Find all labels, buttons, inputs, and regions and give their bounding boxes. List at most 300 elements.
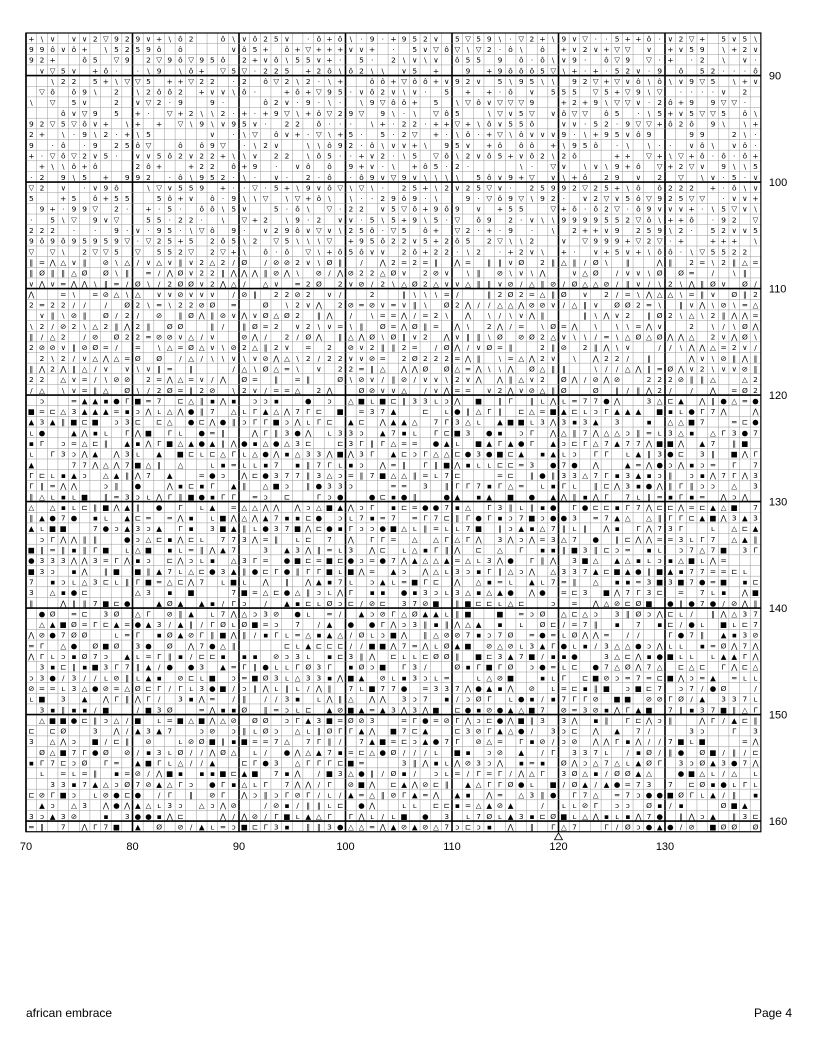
stitch-symbol: ∨ xyxy=(688,140,695,150)
stitch-symbol: = xyxy=(656,492,663,502)
stitch-symbol: ô xyxy=(678,66,684,76)
stitch-symbol: · xyxy=(690,55,693,65)
stitch-symbol: 3 xyxy=(60,779,66,789)
stitch-symbol: ⋀ xyxy=(315,300,322,310)
stitch-symbol: ▪ xyxy=(71,705,77,715)
stitch-symbol: ● xyxy=(581,502,589,512)
stitch-symbol: ‖ xyxy=(359,652,364,662)
stitch-symbol: ɔ xyxy=(519,566,524,576)
stitch-symbol: ▪ xyxy=(231,396,237,406)
stitch-symbol: 2 xyxy=(689,183,694,193)
stitch-symbol: ⋀ xyxy=(198,694,205,704)
stitch-symbol: 3 xyxy=(305,673,311,683)
stitch-symbol: △ xyxy=(678,428,684,438)
stitch-symbol: ‖ xyxy=(29,598,34,608)
stitch-symbol: ⊘ xyxy=(454,630,461,640)
stitch-symbol: = xyxy=(156,577,163,587)
stitch-symbol: ‖ xyxy=(263,343,268,353)
stitch-symbol: 5 xyxy=(82,236,87,246)
stitch-symbol: ʟ xyxy=(317,598,321,608)
stitch-symbol: ∨ xyxy=(454,183,461,193)
stitch-symbol: 2 xyxy=(273,151,279,161)
stitch-symbol: △ xyxy=(188,715,194,725)
stitch-symbol: 9 xyxy=(210,98,215,108)
stitch-symbol: △ xyxy=(124,683,131,693)
stitch-symbol: 3 xyxy=(92,556,98,566)
stitch-symbol: ∨ xyxy=(305,226,311,236)
stitch-symbol: 2 xyxy=(284,289,290,299)
stitch-symbol: / xyxy=(434,343,438,353)
stitch-symbol: 2 xyxy=(614,353,620,363)
stitch-symbol: Ø xyxy=(262,673,269,683)
stitch-symbol: ▽ xyxy=(262,194,269,204)
stitch-symbol: 2 xyxy=(199,151,205,161)
stitch-symbol: ‖ xyxy=(125,694,130,704)
stitch-symbol: Ø xyxy=(198,737,205,747)
stitch-symbol: + xyxy=(92,66,99,76)
stitch-symbol: Γ xyxy=(402,790,407,800)
stitch-symbol: ɔ xyxy=(615,673,620,683)
stitch-symbol: ô xyxy=(423,162,428,172)
stitch-symbol: \ xyxy=(711,364,715,374)
stitch-symbol: ∨ xyxy=(252,353,258,363)
stitch-symbol: ∨ xyxy=(188,268,194,278)
stitch-symbol: ▲ xyxy=(305,715,312,725)
stitch-symbol: 7 xyxy=(369,470,375,480)
stitch-symbol: ▽ xyxy=(592,76,599,86)
stitch-symbol: Ø xyxy=(528,364,535,374)
stitch-symbol: ⊘ xyxy=(337,705,344,715)
stitch-symbol: ▲ xyxy=(710,790,716,800)
stitch-symbol: ⋀ xyxy=(347,449,354,459)
stitch-symbol: \ xyxy=(669,151,672,161)
stitch-symbol: Ø xyxy=(358,630,365,640)
stitch-symbol: Ø xyxy=(741,385,748,395)
stitch-symbol: 3 xyxy=(699,705,705,715)
stitch-symbol: ● xyxy=(486,428,493,438)
stitch-symbol: 7 xyxy=(753,460,758,470)
stitch-symbol: ⊏ xyxy=(326,641,333,651)
stitch-symbol: ‖ xyxy=(231,641,236,651)
stitch-symbol: ô xyxy=(156,44,162,54)
stitch-symbol: 2 xyxy=(210,76,215,86)
stitch-symbol: ▲ xyxy=(379,705,386,715)
stitch-symbol: ‖ xyxy=(455,598,460,608)
stitch-symbol: ∨ xyxy=(348,279,354,289)
stitch-symbol: Ø xyxy=(741,279,748,289)
stitch-symbol: / xyxy=(647,726,651,736)
stitch-symbol: ⋀ xyxy=(688,811,695,821)
stitch-symbol: 5 xyxy=(433,215,439,225)
stitch-symbol: Γ xyxy=(284,790,289,800)
stitch-symbol: 9 xyxy=(199,172,205,182)
stitch-symbol: + xyxy=(731,44,738,54)
stitch-symbol: ʟ xyxy=(689,737,694,747)
stitch-symbol: △ xyxy=(113,353,120,363)
stitch-symbol: ∨ xyxy=(699,162,705,172)
stitch-symbol: 3 xyxy=(39,417,45,427)
stitch-symbol: ▪ xyxy=(667,407,673,417)
stitch-symbol: ⋀ xyxy=(645,439,653,449)
stitch-symbol: ● xyxy=(720,779,727,789)
stitch-symbol: ■ xyxy=(326,566,334,576)
stitch-symbol: · xyxy=(615,119,619,129)
stitch-symbol: ‖ xyxy=(551,289,556,299)
stitch-symbol: △ xyxy=(294,385,301,395)
stitch-symbol: ▲ xyxy=(401,779,407,789)
stitch-symbol: ʟ xyxy=(561,449,566,459)
stitch-symbol: 2 xyxy=(657,172,663,182)
stitch-symbol: ô xyxy=(316,108,322,118)
stitch-symbol: Γ xyxy=(561,481,566,491)
stitch-symbol: = xyxy=(369,556,376,566)
stitch-symbol: ‖ xyxy=(530,470,534,480)
stitch-symbol: ■ xyxy=(144,705,152,715)
stitch-symbol: = xyxy=(741,737,748,747)
stitch-symbol: = xyxy=(230,502,237,512)
stitch-symbol: ⋀ xyxy=(496,556,503,566)
stitch-symbol: = xyxy=(198,470,205,480)
stitch-symbol: = xyxy=(209,694,216,704)
stitch-symbol: △ xyxy=(103,779,109,789)
stitch-symbol: ⊏ xyxy=(390,779,397,789)
stitch-symbol: Ø xyxy=(156,353,163,363)
stitch-symbol: = xyxy=(358,790,365,800)
stitch-symbol: ʟ xyxy=(306,609,311,619)
stitch-symbol: Γ xyxy=(455,715,460,725)
stitch-symbol: = xyxy=(571,598,578,608)
stitch-symbol: \ xyxy=(93,87,97,97)
stitch-symbol: 7 xyxy=(582,428,588,438)
stitch-symbol: ● xyxy=(518,779,525,789)
stitch-symbol: 2 xyxy=(401,343,407,353)
stitch-symbol: 9 xyxy=(82,87,87,97)
stitch-symbol: / xyxy=(722,790,725,800)
stitch-symbol: 2 xyxy=(401,119,407,129)
stitch-symbol: ô xyxy=(753,66,758,76)
stitch-symbol: ⋀ xyxy=(134,428,141,438)
stitch-symbol: ʟ xyxy=(72,502,76,512)
stitch-symbol: ● xyxy=(571,460,578,470)
stitch-symbol: ■ xyxy=(294,524,302,534)
stitch-symbol: 3 xyxy=(476,758,481,768)
stitch-symbol: △ xyxy=(731,769,738,779)
stitch-symbol: △ xyxy=(60,257,67,267)
stitch-symbol: ô xyxy=(518,66,524,76)
stitch-symbol: ■ xyxy=(27,407,35,417)
stitch-symbol: 2 xyxy=(582,76,588,86)
stitch-symbol: + xyxy=(230,247,237,257)
stitch-symbol: ▽ xyxy=(497,130,503,140)
stitch-symbol: + xyxy=(709,236,717,246)
stitch-symbol: ⋀ xyxy=(677,439,685,449)
stitch-symbol: = xyxy=(49,683,56,693)
stitch-symbol: ⊏ xyxy=(411,726,418,736)
stitch-symbol: ⋀ xyxy=(507,715,514,725)
stitch-symbol: \ xyxy=(424,289,427,299)
stitch-symbol: ⊘ xyxy=(613,598,621,608)
stitch-symbol: 7 xyxy=(604,513,609,523)
stitch-symbol: ʟ xyxy=(50,470,55,480)
stitch-symbol: ⊏ xyxy=(198,417,205,427)
stitch-symbol: ∨ xyxy=(81,34,88,44)
stitch-symbol: ▲ xyxy=(145,620,152,630)
stitch-symbol: ▲ xyxy=(624,460,631,470)
stitch-symbol: ‖ xyxy=(679,811,683,821)
stitch-symbol: ⋀ xyxy=(166,481,173,491)
stitch-symbol: ô xyxy=(540,55,545,65)
stitch-symbol: ▽ xyxy=(294,194,301,204)
stitch-symbol: ▲ xyxy=(390,822,397,832)
stitch-symbol: ʟ xyxy=(199,673,204,683)
stitch-symbol: ∨ xyxy=(550,130,556,140)
stitch-symbol: / xyxy=(466,343,470,353)
stitch-symbol: \ xyxy=(647,87,651,97)
stitch-symbol: △ xyxy=(465,620,471,630)
stitch-symbol: ɔ xyxy=(561,737,566,747)
stitch-symbol: ■ xyxy=(326,715,334,725)
stitch-symbol: \ xyxy=(434,194,438,204)
stitch-symbol: ʟ xyxy=(210,460,215,470)
stitch-symbol: ɔ xyxy=(284,481,289,491)
stitch-symbol: \ xyxy=(647,268,651,278)
stitch-symbol: ⊘ xyxy=(134,769,141,779)
stitch-symbol: ▽ xyxy=(582,236,588,246)
stitch-symbol: Ø xyxy=(646,747,652,757)
stitch-symbol: ⊏ xyxy=(454,705,461,715)
stitch-symbol: ∨ xyxy=(678,204,684,214)
stitch-symbol: ɔ xyxy=(678,683,684,693)
stitch-symbol: + xyxy=(411,98,418,108)
stitch-symbol: ● xyxy=(656,460,663,470)
stitch-symbol: / xyxy=(647,737,651,747)
stitch-symbol: ∨ xyxy=(81,98,88,108)
stitch-symbol: ■ xyxy=(400,811,408,821)
stitch-symbol: Ø xyxy=(113,641,120,651)
stitch-symbol: ∨ xyxy=(49,279,56,289)
stitch-symbol: · xyxy=(370,55,374,65)
stitch-symbol: ô xyxy=(252,34,258,44)
stitch-symbol: + xyxy=(198,87,205,97)
stitch-symbol: + xyxy=(38,130,46,140)
stitch-symbol: 2 xyxy=(572,98,577,108)
stitch-symbol: ⋀ xyxy=(528,566,535,576)
stitch-symbol: ● xyxy=(635,641,642,651)
stitch-symbol: ‖ xyxy=(29,268,34,278)
stitch-symbol: ∨ xyxy=(316,55,322,65)
stitch-symbol: △ xyxy=(81,577,88,587)
stitch-symbol: 3 xyxy=(721,758,726,768)
stitch-symbol: Ø xyxy=(166,598,173,608)
stitch-symbol: △ xyxy=(92,353,99,363)
stitch-symbol: \ xyxy=(72,172,76,182)
stitch-symbol: ‖ xyxy=(721,311,726,321)
stitch-symbol: ■ xyxy=(81,492,89,502)
stitch-symbol: / xyxy=(232,364,235,374)
stitch-symbol: ∨ xyxy=(720,279,727,289)
stitch-symbol: ▪ xyxy=(199,769,205,779)
stitch-symbol: \ xyxy=(754,332,757,342)
stitch-symbol: Ø xyxy=(433,652,439,662)
stitch-symbol: 2 xyxy=(689,321,694,331)
stitch-symbol: 9 xyxy=(721,215,726,225)
stitch-symbol: ⊏ xyxy=(752,747,759,757)
stitch-symbol: ⋀ xyxy=(656,641,663,651)
stitch-symbol: 2 xyxy=(135,300,141,310)
stitch-symbol: + xyxy=(560,204,567,214)
stitch-symbol: Ø xyxy=(592,257,599,267)
stitch-symbol: ⋀ xyxy=(390,641,397,651)
stitch-symbol: ô xyxy=(689,215,694,225)
stitch-symbol: \ xyxy=(658,300,661,310)
stitch-symbol: + xyxy=(624,34,631,44)
stitch-symbol: = xyxy=(113,279,120,289)
stitch-symbol: · xyxy=(147,108,150,118)
stitch-symbol: + xyxy=(337,76,344,86)
stitch-symbol: ‖ xyxy=(306,588,311,598)
stitch-symbol: · xyxy=(360,215,363,225)
stitch-symbol: ɔ xyxy=(306,502,311,512)
stitch-symbol: ▽ xyxy=(614,44,620,54)
stitch-symbol: ▪ xyxy=(678,801,684,811)
stitch-symbol: ɔ xyxy=(465,566,471,576)
stitch-symbol: · xyxy=(733,151,736,161)
stitch-symbol: ∨ xyxy=(699,353,705,363)
stitch-symbol: + xyxy=(283,87,291,97)
stitch-symbol: △ xyxy=(390,439,397,449)
stitch-symbol: ‖ xyxy=(125,673,130,683)
stitch-symbol: 3 xyxy=(572,513,577,523)
stitch-symbol: · xyxy=(509,34,512,44)
stitch-symbol: 3 xyxy=(273,822,279,832)
stitch-symbol: ⊘ xyxy=(102,790,109,800)
stitch-symbol: \ xyxy=(83,321,86,331)
stitch-symbol: ⋀ xyxy=(102,801,109,811)
stitch-symbol: = xyxy=(496,790,504,800)
stitch-symbol: ⋀ xyxy=(219,375,227,385)
stitch-symbol: Ø xyxy=(71,620,77,630)
stitch-symbol: ⊘ xyxy=(145,779,152,789)
stitch-symbol: ● xyxy=(70,588,78,598)
stitch-symbol: △ xyxy=(529,279,535,289)
stitch-symbol: ɔ xyxy=(359,460,364,470)
stitch-symbol: ▽ xyxy=(145,98,152,108)
stitch-symbol: ‖ xyxy=(370,439,374,449)
stitch-symbol: · xyxy=(253,172,257,182)
stitch-symbol: 9 xyxy=(561,215,567,225)
stitch-symbol: ʟ xyxy=(242,460,247,470)
stitch-symbol: ‖ xyxy=(210,321,215,331)
stitch-symbol: \ xyxy=(658,279,661,289)
stitch-symbol: ■ xyxy=(411,577,419,587)
stitch-symbol: ʟ xyxy=(572,481,577,491)
stitch-symbol: ▽ xyxy=(49,119,56,129)
stitch-symbol: ⊏ xyxy=(507,449,514,459)
stitch-symbol: ⋀ xyxy=(369,652,376,662)
stitch-symbol: 9 xyxy=(82,130,87,140)
stitch-symbol: 2 xyxy=(71,76,77,86)
stitch-symbol: △ xyxy=(582,268,588,278)
stitch-symbol: ▪ xyxy=(284,449,290,459)
stitch-symbol: ▽ xyxy=(699,108,706,118)
stitch-symbol: ⊏ xyxy=(475,598,482,608)
stitch-symbol: 7 xyxy=(636,502,641,512)
stitch-symbol: ɔ xyxy=(646,609,652,619)
stitch-symbol: \ xyxy=(221,343,225,353)
stitch-symbol: ⋀ xyxy=(571,715,578,725)
stitch-symbol: ■ xyxy=(475,652,483,662)
stitch-symbol: \ xyxy=(679,289,683,299)
stitch-symbol: · xyxy=(221,194,225,204)
stitch-symbol: △ xyxy=(582,811,588,821)
stitch-symbol: \ xyxy=(466,247,470,257)
stitch-symbol: Ø xyxy=(326,257,333,267)
stitch-symbol: ⊘ xyxy=(347,268,354,278)
stitch-symbol: 2 xyxy=(572,183,577,193)
stitch-symbol: + xyxy=(177,108,184,118)
stitch-symbol: ⋀ xyxy=(720,407,727,417)
stitch-symbol: ⊘ xyxy=(539,300,546,310)
stitch-symbol: 9 xyxy=(401,172,407,182)
stitch-symbol: / xyxy=(157,268,161,278)
stitch-symbol: Ø xyxy=(731,289,738,299)
stitch-symbol: ‖ xyxy=(423,630,428,640)
stitch-symbol: = xyxy=(603,630,610,640)
stitch-symbol: 5 xyxy=(241,119,247,129)
stitch-symbol: ⋀ xyxy=(709,385,716,395)
stitch-symbol: ‖ xyxy=(647,566,651,576)
stitch-symbol: ‖ xyxy=(242,726,247,736)
stitch-symbol: ⋀ xyxy=(677,364,685,374)
stitch-symbol: ⋀ xyxy=(592,460,599,470)
stitch-symbol: 9 xyxy=(444,140,450,150)
stitch-symbol: ▪ xyxy=(60,492,66,502)
stitch-symbol: ∨ xyxy=(348,353,354,363)
stitch-symbol: Γ xyxy=(721,428,726,438)
stitch-symbol: 3 xyxy=(220,566,226,576)
stitch-symbol: = xyxy=(645,428,653,438)
stitch-symbol: ⋀ xyxy=(156,492,163,502)
stitch-symbol: ▲ xyxy=(113,470,120,480)
stitch-symbol: ▽ xyxy=(518,34,525,44)
stitch-symbol: Γ xyxy=(380,620,385,630)
stitch-symbol: · xyxy=(711,215,715,225)
stitch-symbol: △ xyxy=(624,513,631,523)
stitch-symbol: ▽ xyxy=(81,108,88,118)
stitch-symbol: \ xyxy=(402,87,406,97)
stitch-symbol: = xyxy=(209,428,216,438)
stitch-symbol: ‖ xyxy=(72,598,76,608)
stitch-symbol: 2 xyxy=(241,76,247,86)
stitch-symbol: 2 xyxy=(540,257,545,267)
stitch-symbol: Ø xyxy=(262,300,269,310)
stitch-symbol: · xyxy=(445,215,448,225)
stitch-symbol: ▽ xyxy=(273,236,280,246)
stitch-symbol: ▽ xyxy=(156,55,162,65)
stitch-symbol: ʟ xyxy=(476,417,481,427)
stitch-symbol: ▪ xyxy=(295,598,301,608)
stitch-symbol: △ xyxy=(582,609,588,619)
stitch-symbol: Γ xyxy=(476,662,481,672)
stitch-symbol: ■ xyxy=(507,492,515,502)
stitch-symbol: / xyxy=(722,321,725,331)
stitch-symbol: 2 xyxy=(486,236,492,246)
stitch-symbol: ▲ xyxy=(635,705,642,715)
stitch-symbol: ▲ xyxy=(507,652,514,662)
stitch-symbol: ⊘ xyxy=(475,726,482,736)
stitch-symbol: 7 xyxy=(636,726,641,736)
stitch-symbol: ⊘ xyxy=(379,609,386,619)
